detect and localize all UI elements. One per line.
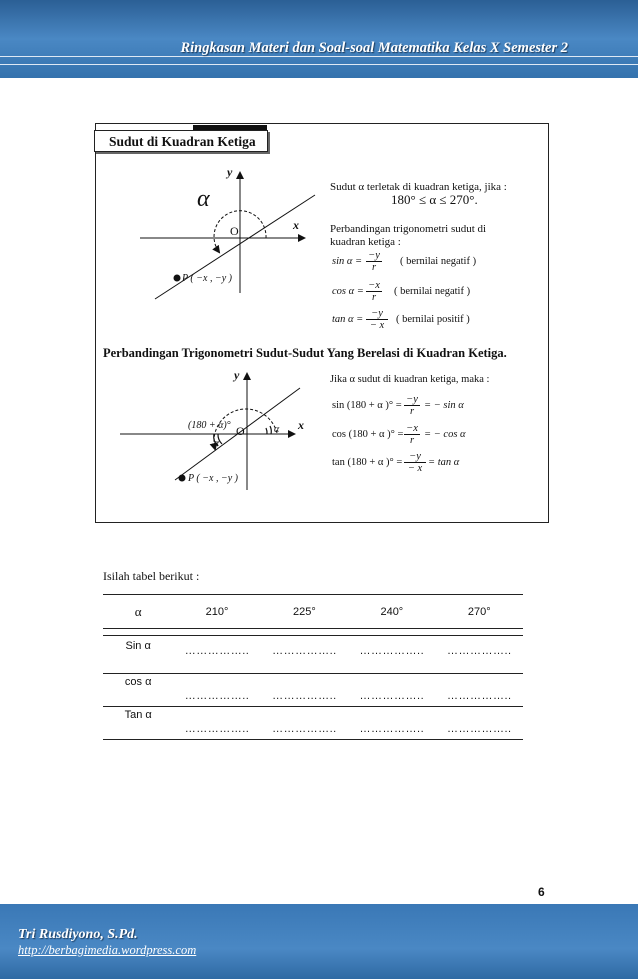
table-header-row (103, 595, 523, 629)
footer-url-link[interactable]: http://berbagimedia.wordpress.com (18, 943, 197, 957)
sin-note: ( bernilai negatif ) (400, 256, 477, 267)
diagram2-x-label: x (298, 418, 304, 432)
sin2-rhs: = − sin α (424, 400, 464, 411)
answer-cell[interactable]: …………….. (348, 707, 435, 740)
answer-cell[interactable]: …………….. (348, 674, 435, 707)
answer-cell[interactable]: …………….. (261, 707, 348, 740)
answer-cell[interactable]: …………….. (436, 674, 523, 707)
page-number: 6 (538, 885, 545, 899)
cos-lhs: cos α = (332, 286, 364, 297)
cos2-numerator: −x (406, 423, 418, 434)
header-cell-alpha: α (103, 595, 173, 629)
diagram2-alpha-right: α (274, 424, 280, 435)
header-title: Ringkasan Materi dan Soal-soal Matematika Kelas X Semester 2 (180, 40, 568, 56)
answer-cell[interactable]: …………….. (436, 707, 523, 740)
diagram1-point-label: P ( −x , −y ) (182, 273, 232, 284)
exercise-table (103, 594, 523, 740)
sin2-numerator: −y (406, 394, 418, 405)
alpha-arc-right-2 (266, 428, 267, 434)
cos2-fraction (404, 423, 420, 446)
answer-cell[interactable]: …………….. (261, 674, 348, 707)
cos2-lhs: cos (180 + α )° = (332, 429, 404, 440)
diagram1-x-label: x (293, 218, 299, 232)
ratio-intro-1: Perbandingan trigonometri sudut di (330, 223, 487, 235)
tan2-rhs: = tan α (428, 457, 460, 468)
answer-cell[interactable]: …………….. (261, 636, 348, 674)
condition-text: Sudut α terletak di kuadran ketiga, jika : (330, 181, 507, 193)
tan-fraction (366, 308, 388, 331)
diagram1-angle-label: α (197, 186, 210, 212)
row-label-tan: Tan α (103, 707, 173, 740)
exercise-instruction: Isilah tabel berikut : (103, 569, 200, 583)
tan-note: ( bernilai positif ) (396, 314, 470, 325)
header-cell-240: 240° (348, 595, 435, 629)
diagram2-point-label: P ( −x , −y ) (188, 473, 238, 484)
answer-cell[interactable]: …………….. (173, 636, 260, 674)
table-row (103, 636, 523, 674)
sin-fraction (366, 250, 382, 273)
sin2-denominator: r (404, 405, 420, 417)
footer-author: Tri Rusdiyono, S.Pd. (18, 927, 138, 942)
header-cell-210: 210° (173, 595, 260, 629)
diagram1-y-label: y (227, 165, 233, 179)
sin-numerator: −y (368, 250, 380, 261)
diagram2-origin-label: O (236, 424, 245, 438)
answer-cell[interactable]: …………….. (173, 674, 260, 707)
table-row (103, 707, 523, 740)
tan-denominator: − x (366, 319, 388, 331)
cos-note: ( bernilai negatif ) (394, 286, 471, 297)
row-label-cos: cos α (103, 674, 173, 707)
section2-heading: Perbandingan Trigonometri Sudut-Sudut Yang Berelasi di Kuadran Ketiga. (103, 346, 507, 360)
spacer-cell (103, 629, 523, 636)
ratio-intro-2: kuadran ketiga : (330, 236, 401, 248)
sin2-fraction (404, 394, 420, 417)
page-header-band (0, 0, 638, 78)
sin-lhs: sin α = (332, 256, 363, 267)
diagram1-origin-label: O (230, 224, 239, 238)
sin-denominator: r (366, 261, 382, 273)
tan2-numerator: −y (409, 451, 421, 462)
diagram2-y-label: y (234, 368, 240, 382)
diagram2-angle-label: (180 + α)° (188, 420, 231, 431)
point-p (179, 475, 186, 482)
section2-intro: Jika α sudut di kuadran ketiga, maka : (330, 374, 490, 385)
condition-formula: 180° ≤ α ≤ 270°. (391, 192, 478, 207)
header-cell-270: 270° (436, 595, 523, 629)
terminal-line (155, 195, 315, 299)
cos2-rhs: = − cos α (424, 429, 466, 440)
answer-cell[interactable]: …………….. (436, 636, 523, 674)
alpha-arc-right (270, 426, 271, 434)
table-row (103, 674, 523, 707)
cos-fraction (366, 280, 382, 303)
sin2-lhs: sin (180 + α )° = (332, 400, 402, 411)
answer-cell[interactable]: …………….. (173, 707, 260, 740)
tan-lhs: tan α = (332, 314, 364, 325)
tan-numerator: −y (371, 308, 383, 319)
point-p (174, 275, 181, 282)
tan2-lhs: tan (180 + α )° = (332, 457, 403, 468)
tan2-fraction (404, 451, 426, 474)
row-label-sin: Sin α (103, 636, 173, 674)
header-cell-225: 225° (261, 595, 348, 629)
section1-heading: Sudut di Kuadran Ketiga (94, 130, 268, 152)
cos2-denominator: r (404, 434, 420, 446)
cos-numerator: −x (368, 280, 380, 291)
diagram2-alpha-left: α (214, 438, 220, 449)
answer-cell[interactable]: …………….. (348, 636, 435, 674)
cos-denominator: r (366, 291, 382, 303)
table-spacer (103, 629, 523, 636)
tan2-denominator: − x (404, 462, 426, 474)
